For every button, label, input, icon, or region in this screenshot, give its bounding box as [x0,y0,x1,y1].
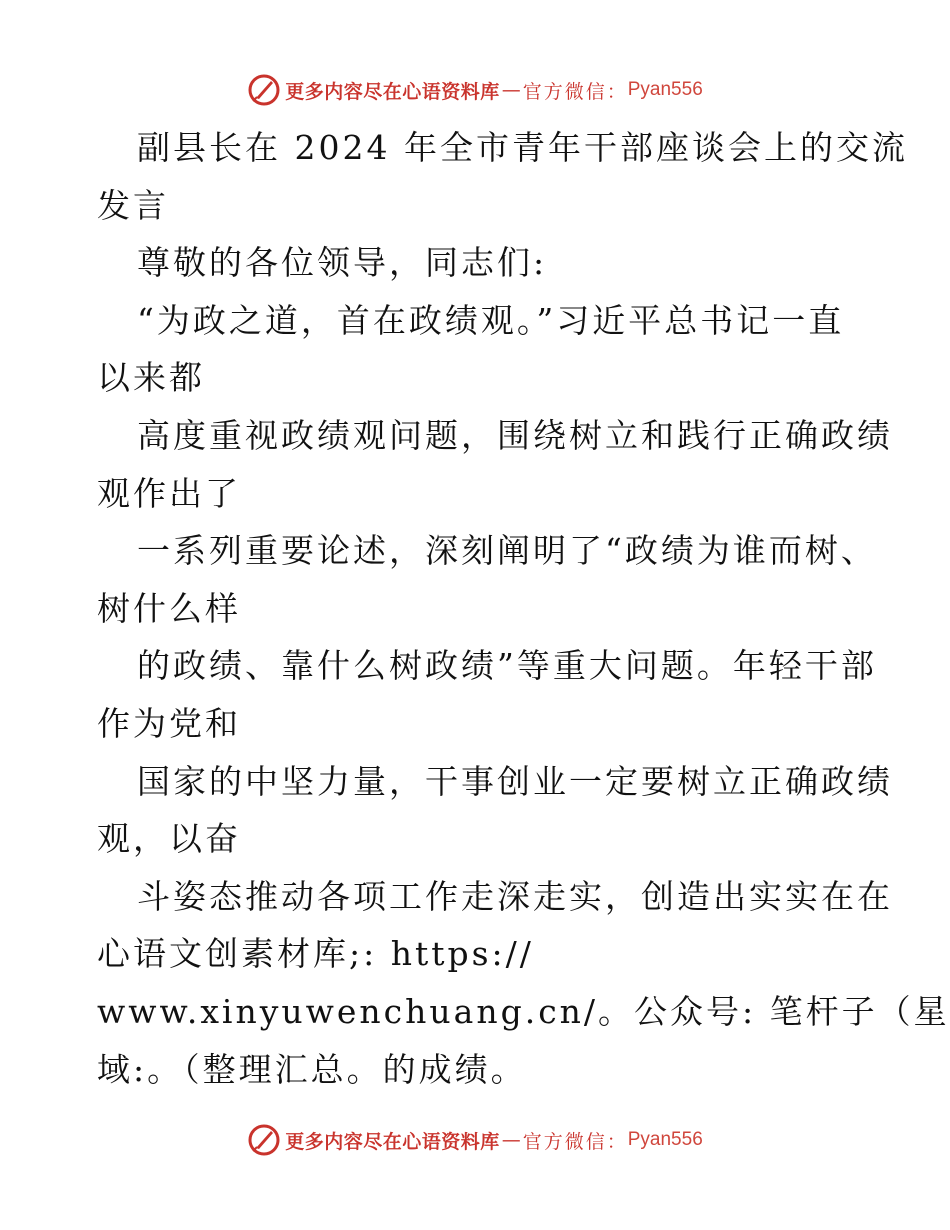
body-line: 的政绩、靠什么树政绩”等重大问题。年轻干部 [137,646,877,686]
body-line: 观，以奋 [97,819,241,859]
watermark-wechat-id: Pyan556 [627,1129,703,1150]
body-line: 一系列重要论述，深刻阐明了“政绩为谁而树、 [137,531,877,571]
body-line: 观作出了 [97,473,241,513]
source-line: 心语文创素材库;: https:// [97,934,534,974]
body-line: 作为党和 [97,703,241,743]
quill-pen-logo-icon [247,1123,281,1157]
watermark-separator: — [501,79,521,101]
source-url-line: www.xinyuwenchuang.cn/。公众号: 笔杆子（星 [97,991,950,1031]
body-line: 域:。（整理汇总。的成绩。 [97,1049,527,1089]
watermark-brand: 更多内容尽在心语资料库 [285,1130,500,1153]
watermark-banner-top [0,72,950,108]
body-line: 高度重视政绩观问题，围绕树立和践行正确政绩 [137,415,893,455]
watermark-wechat-id: Pyan556 [627,79,703,100]
watermark-official-label: 官方微信： [522,1130,628,1153]
document-body [97,119,950,1098]
watermark-separator: — [501,1129,521,1151]
salutation: 尊敬的各位领导，同志们: [137,243,548,283]
watermark-official-label: 官方微信： [522,80,628,103]
body-line: 国家的中坚力量，干事创业一定要树立正确政绩 [137,761,893,801]
watermark-banner-bottom [0,1122,950,1158]
body-line: 以来都 [97,358,205,398]
quill-pen-logo-icon [247,73,281,107]
watermark-brand: 更多内容尽在心语资料库 [285,80,500,103]
body-line: 斗姿态推动各项工作走深走实，创造出实实在在 [137,876,893,916]
body-line: 树什么样 [97,588,241,628]
document-title-cont: 发言 [97,185,169,225]
body-line: “为政之道，首在政绩观。”习近平总书记一直 [137,300,845,340]
document-title: 副县长在 2024 年全市青年干部座谈会上的交流 [137,128,908,167]
